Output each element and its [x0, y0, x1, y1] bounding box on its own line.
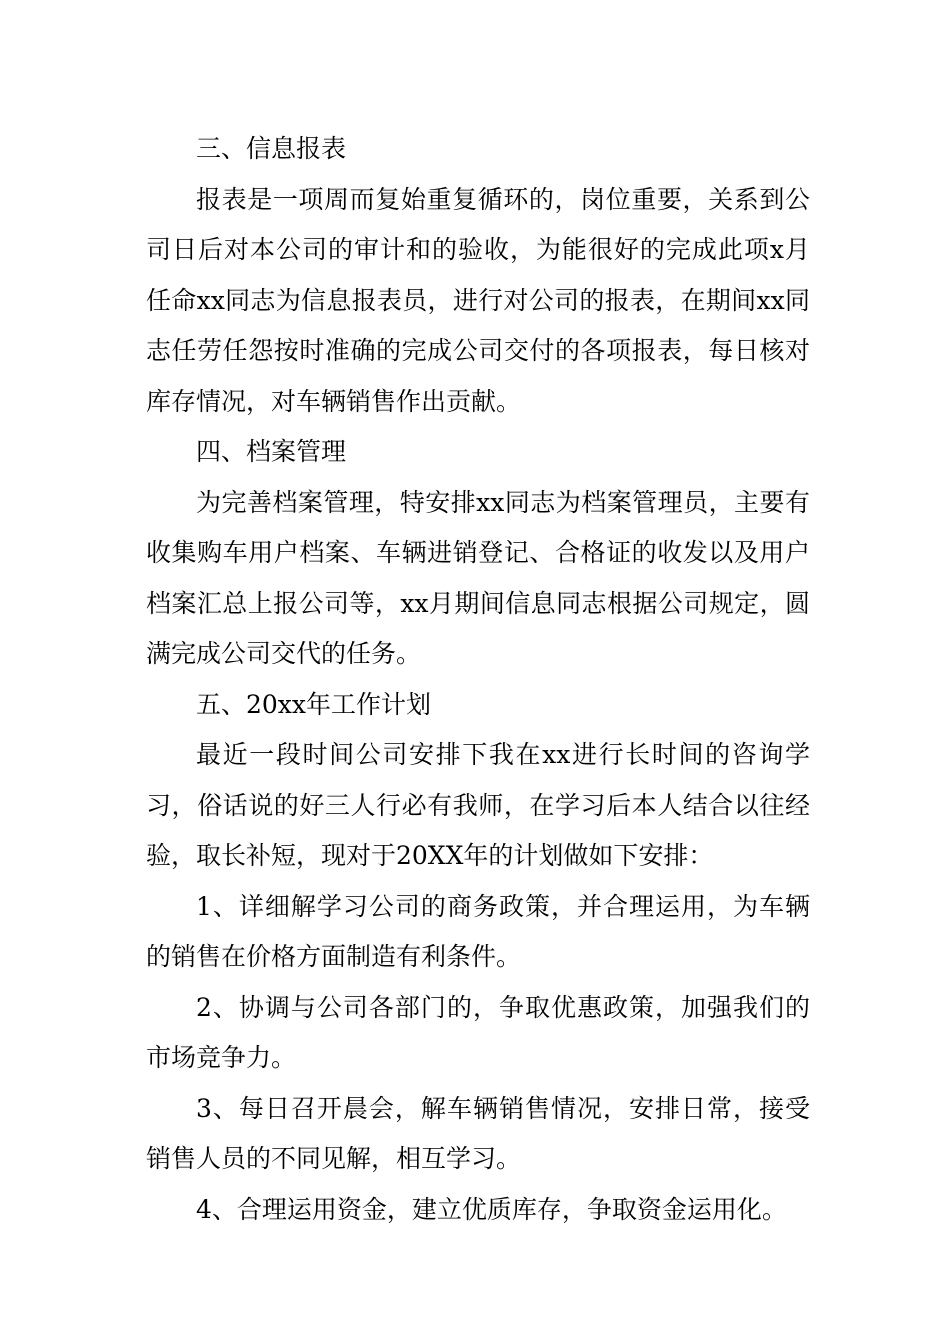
plan-item-4: 4、合理运用资金，建立优质库存，争取资金运用化。 [196, 1194, 787, 1224]
document-body [146, 124, 810, 1235]
heading-archive-management: 四、档案管理 [196, 437, 347, 466]
plan-item-3: 3、每日召开晨会，解车辆销售情况，安排日常，接受销售人员的不同见解，相互学习。 [146, 1093, 810, 1173]
heading-work-plan: 五、20xx年工作计划 [196, 689, 432, 719]
paragraph-archives: 为完善档案管理，特安排xx同志为档案管理员，主要有收集购车用户档案、车辆进销登记、合格证的收发以及用户档案汇总上报公司等，xx月期间信息同志根据公司规定，圆满完成公司交代的任务。 [146, 487, 810, 668]
paragraph-reports: 报表是一项周而复始重复循环的，岗位重要，关系到公司日后对本公司的审计和的验收，为能很好的完成此项x月任命xx同志为信息报表员，进行对公司的报表，在期间xx同志任劳任怨按时准确的完成公司交付的各项报表，每日核对库存情况，对车辆销售作出贡献。 [146, 184, 810, 416]
plan-item-1: 1、详细解学习公司的商务政策，并合理运用，为车辆的销售在价格方面制造有利条件。 [146, 891, 810, 971]
paragraph-plan-intro: 最近一段时间公司安排下我在xx进行长时间的咨询学习，俗话说的好三人行必有我师，在学习后本人结合以往经验，取长补短，现对于20XX年的计划做如下安排： [146, 740, 810, 870]
plan-item-2: 2、协调与公司各部门的，争取优惠政策，加强我们的市场竞争力。 [146, 992, 810, 1072]
heading-information-reports: 三、信息报表 [196, 134, 347, 163]
